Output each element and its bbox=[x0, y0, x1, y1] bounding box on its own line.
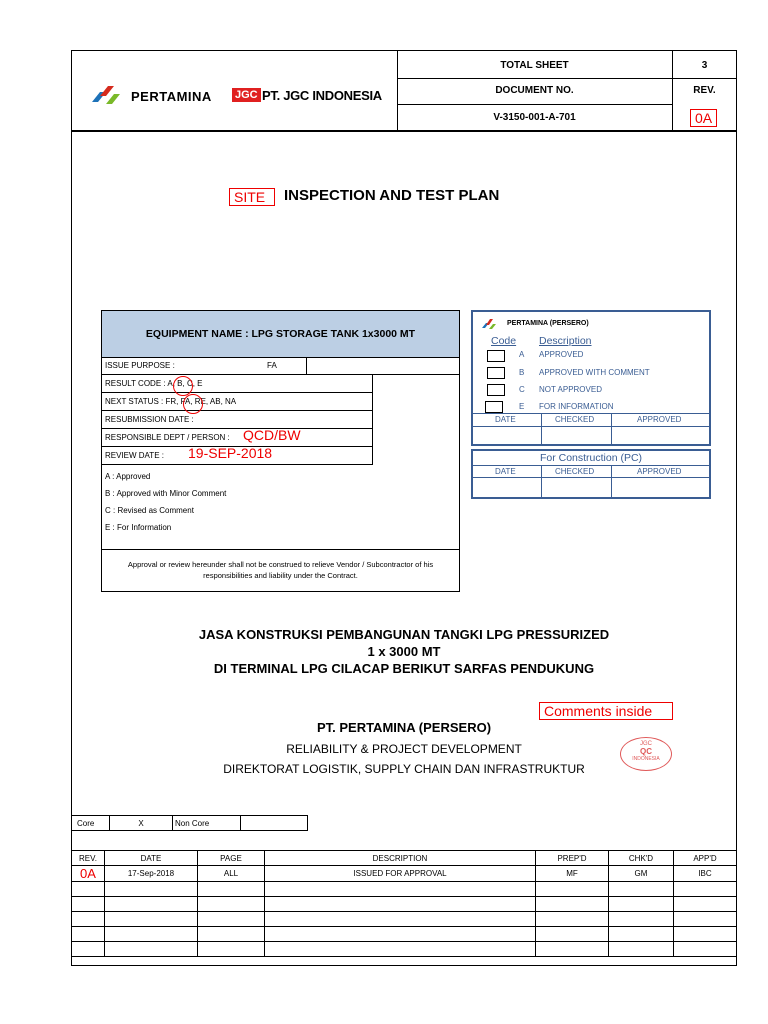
row-chkd: GM bbox=[609, 866, 674, 882]
stamp-code-header: Code bbox=[491, 335, 517, 347]
stamp-checkbox-a[interactable] bbox=[487, 350, 505, 362]
table-row bbox=[72, 866, 737, 882]
non-core-label: Non Core bbox=[173, 816, 241, 831]
owner-dept-1: RELIABILITY & PROJECT DEVELOPMENT bbox=[286, 742, 522, 756]
code-a: A : Approved bbox=[105, 472, 151, 481]
revision-header-row bbox=[72, 851, 737, 866]
row-page: ALL bbox=[198, 866, 265, 882]
stamp-col-rule-1 bbox=[541, 413, 542, 444]
project-title-line-1: JASA KONSTRUKSI PEMBANGUNAN TANGKI LPG PRESSURIZED bbox=[198, 627, 610, 642]
pc-date-label: DATE bbox=[495, 467, 516, 476]
stamp-desc-e: FOR INFORMATION bbox=[539, 402, 614, 411]
table-row bbox=[72, 912, 737, 927]
code-e: E : For Information bbox=[105, 523, 172, 532]
jgc-qc-stamp bbox=[620, 737, 672, 771]
stamp-checked-label: CHECKED bbox=[555, 415, 595, 424]
review-date-label: REVIEW DATE : bbox=[105, 451, 164, 460]
date-header: DATE bbox=[105, 851, 198, 866]
header-row-rule-2 bbox=[397, 104, 672, 105]
issue-purpose-label: ISSUE PURPOSE : bbox=[105, 361, 175, 370]
resubmission-text: RESUBMISSION DATE : bbox=[105, 415, 194, 424]
owner-dept-2: DIREKTORAT LOGISTIK, SUPPLY CHAIN DAN INFRASTRUKTUR bbox=[223, 762, 585, 776]
stamp-approved-label: APPROVED bbox=[637, 415, 682, 424]
core-label: Core bbox=[72, 816, 110, 831]
table-row bbox=[72, 897, 737, 912]
pc-col-rule-2 bbox=[611, 465, 612, 497]
stamp-checkbox-c[interactable] bbox=[487, 384, 505, 396]
stamp-desc-a: APPROVED bbox=[539, 350, 584, 359]
next-status-row bbox=[102, 393, 373, 411]
disclaimer-line-1: Approval or review hereunder shall not be construed to relieve Vendor / Subcontractor of his bbox=[127, 560, 434, 569]
rev-value-tag: 0A bbox=[690, 109, 717, 127]
table-row bbox=[72, 882, 737, 897]
pc-rule-top bbox=[473, 465, 709, 466]
result-code-text: RESULT CODE : A, B, C, E bbox=[105, 379, 203, 388]
prepd-header: PREP'D bbox=[536, 851, 609, 866]
description-header: DESCRIPTION bbox=[265, 851, 536, 866]
stamp-desc-c: NOT APPROVED bbox=[539, 385, 602, 394]
document-no-label: DOCUMENT NO. bbox=[495, 85, 574, 96]
stamp-col-rule-2 bbox=[611, 413, 612, 444]
qc-stamp-bottom: INDONESIA bbox=[632, 756, 660, 762]
stamp-desc-header: Description bbox=[539, 335, 592, 347]
pc-checked-label: CHECKED bbox=[555, 467, 595, 476]
circle-mark-a-b bbox=[173, 376, 193, 396]
qc-stamp-mid: QC bbox=[640, 747, 652, 756]
chkd-header: CHK'D bbox=[609, 851, 674, 866]
pc-title: For Construction (PC) bbox=[539, 452, 643, 464]
issue-purpose-divider bbox=[306, 357, 307, 374]
stamp-code-e: E bbox=[519, 402, 525, 411]
for-construction-stamp bbox=[471, 449, 711, 499]
jgc-company-name: PT. JGC INDONESIA bbox=[262, 88, 382, 103]
stamp-code-b: B bbox=[519, 368, 525, 377]
table-row bbox=[72, 927, 737, 942]
page-header: PAGE bbox=[198, 851, 265, 866]
table-row bbox=[72, 942, 737, 957]
qc-stamp-top: JGC bbox=[640, 741, 652, 747]
disclaimer-rule bbox=[102, 549, 459, 550]
review-date-row bbox=[102, 447, 373, 465]
code-c: C : Revised as Comment bbox=[105, 506, 194, 515]
stamp-sign-rule bbox=[473, 426, 709, 427]
site-tag: SITE bbox=[229, 188, 275, 206]
core-table bbox=[71, 815, 308, 831]
row-rev: 0A bbox=[72, 866, 105, 882]
pc-approved-label: APPROVED bbox=[637, 467, 682, 476]
responsible-value: QCD/BW bbox=[243, 427, 301, 443]
issue-purpose-row bbox=[102, 357, 459, 375]
stamp-pertamina-icon bbox=[481, 318, 499, 330]
issue-purpose-value: FA bbox=[267, 361, 277, 370]
stamp-checkbox-e[interactable] bbox=[485, 401, 503, 413]
total-sheet-value: 3 bbox=[701, 60, 708, 71]
equipment-review-box bbox=[101, 310, 460, 592]
circle-mark-fa bbox=[183, 394, 203, 414]
rev-label: REV. bbox=[693, 85, 716, 96]
stamp-checkbox-b[interactable] bbox=[487, 367, 505, 379]
disclaimer-line-2: responsibilities and liability under the Contract. bbox=[203, 571, 358, 580]
result-code-row bbox=[102, 375, 373, 393]
page-title: INSPECTION AND TEST PLAN bbox=[284, 187, 500, 204]
pertamina-logo-text: PERTAMINA bbox=[131, 89, 212, 104]
responsible-label: RESPONSIBLE DEPT / PERSON : bbox=[105, 433, 230, 442]
row-prepd: MF bbox=[536, 866, 609, 882]
project-title-line-3: DI TERMINAL LPG CILACAP BERIKUT SARFAS PENDUKUNG bbox=[213, 661, 595, 676]
rev-header: REV. bbox=[72, 851, 105, 866]
row-description: ISSUED FOR APPROVAL bbox=[265, 866, 536, 882]
header-bottom-rule bbox=[71, 130, 737, 132]
stamp-date-label: DATE bbox=[495, 415, 516, 424]
non-core-value bbox=[241, 816, 308, 831]
code-b: B : Approved with Minor Comment bbox=[105, 489, 227, 498]
row-date: 17-Sep-2018 bbox=[105, 866, 198, 882]
next-status-text: NEXT STATUS : FR, FA, RE, AB, NA bbox=[105, 397, 237, 406]
project-title-line-2: 1 x 3000 MT bbox=[367, 644, 441, 659]
stamp-company: PERTAMINA (PERSERO) bbox=[507, 320, 589, 327]
stamp-code-c: C bbox=[519, 385, 525, 394]
stamp-sign-rule-top bbox=[473, 413, 709, 414]
stamp-code-a: A bbox=[519, 350, 525, 359]
appd-header: APP'D bbox=[674, 851, 737, 866]
jgc-logo-mark: JGC bbox=[232, 88, 261, 102]
pertamina-logo-icon bbox=[90, 84, 126, 106]
row-appd: IBC bbox=[674, 866, 737, 882]
total-sheet-label: TOTAL SHEET bbox=[500, 60, 569, 71]
equipment-name: EQUIPMENT NAME : LPG STORAGE TANK 1x3000 MT bbox=[102, 311, 459, 358]
stamp-desc-b: APPROVED WITH COMMENT bbox=[539, 368, 650, 377]
owner-name: PT. PERTAMINA (PERSERO) bbox=[316, 720, 492, 735]
approval-stamp bbox=[471, 310, 711, 446]
review-date-value: 19-SEP-2018 bbox=[188, 445, 273, 461]
document-no-value: V-3150-001-A-701 bbox=[493, 112, 576, 123]
resubmission-row bbox=[102, 411, 373, 429]
core-value: X bbox=[110, 816, 173, 831]
pc-rule bbox=[473, 477, 709, 478]
header-row-rule-1 bbox=[397, 78, 737, 79]
pc-col-rule-1 bbox=[541, 465, 542, 497]
comments-inside-tag: Comments inside bbox=[539, 702, 673, 720]
revision-table bbox=[71, 850, 737, 957]
